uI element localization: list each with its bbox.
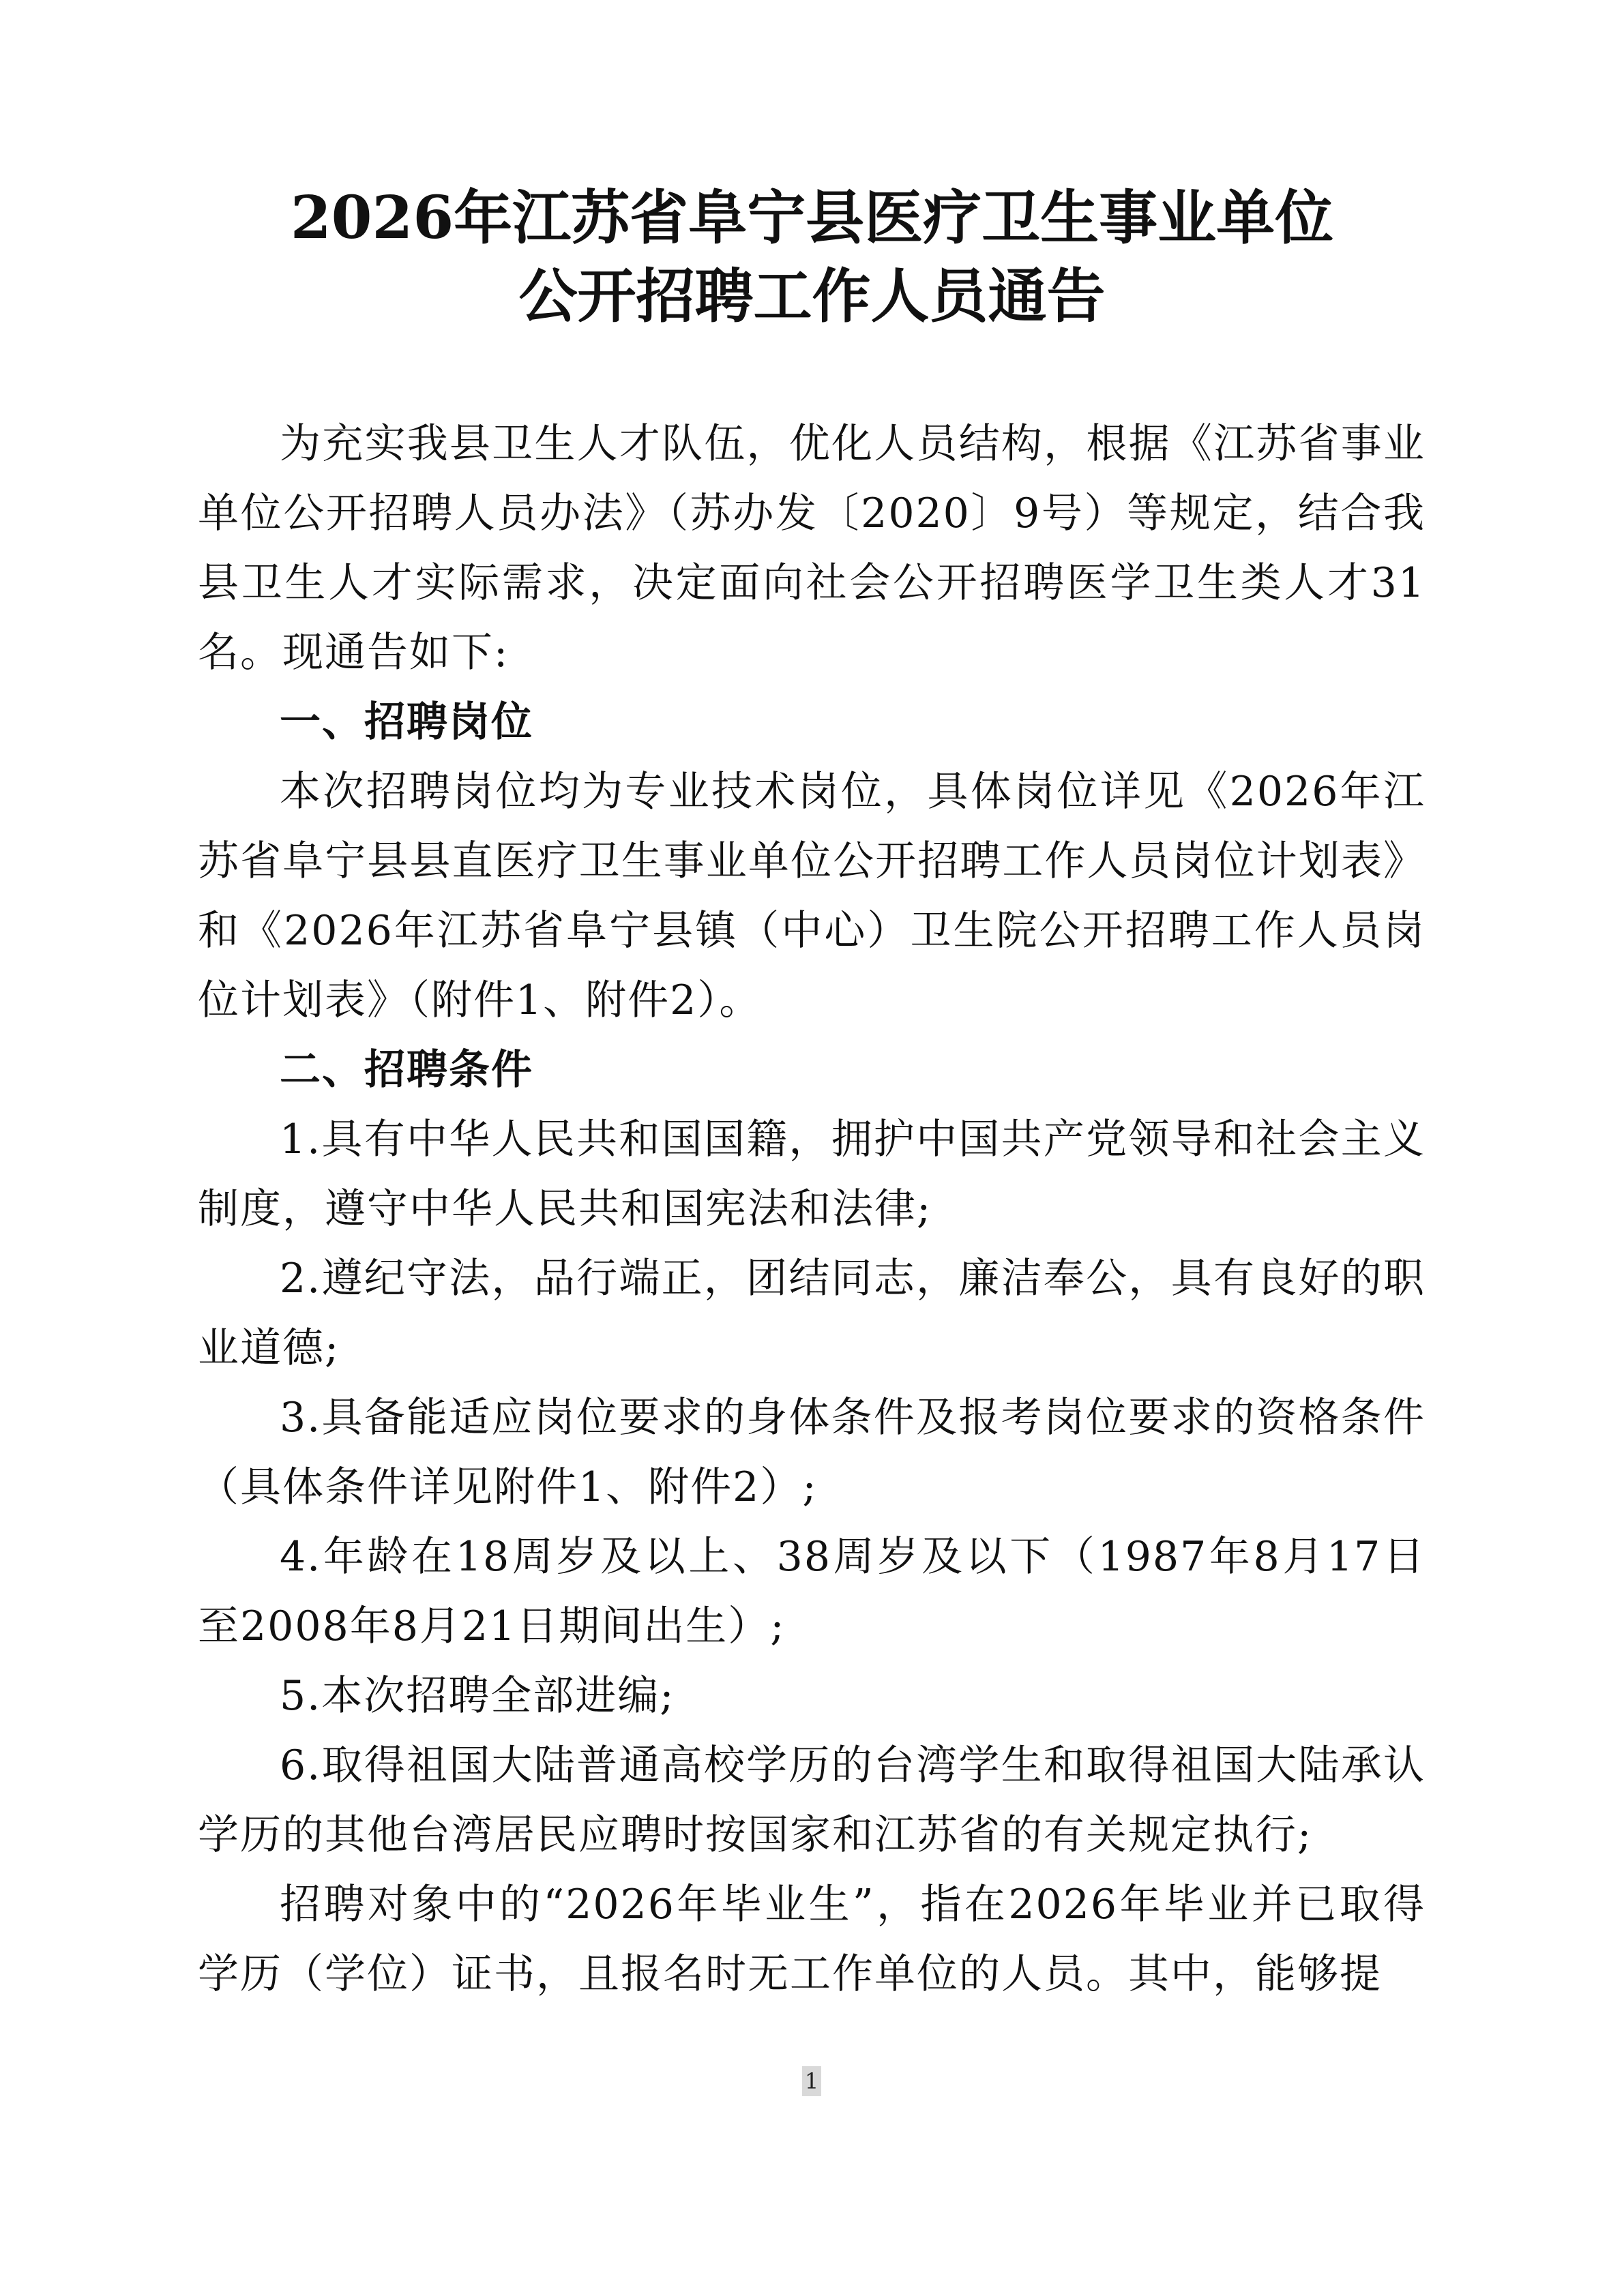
section-heading-conditions: 二、招聘条件 [280, 1046, 533, 1094]
condition-item-2: 2.遵纪守法，品行端正，团结同志，廉洁奉公，具有良好的职业道德; [198, 1255, 1426, 1372]
condition-item-1: 1.具有中华人民共和国国籍，拥护中国共产党领导和社会主义制度，遵守中华人民共和国宪法和法律; [198, 1116, 1426, 1233]
condition-item-5: 5.本次招聘全部进编; [280, 1672, 675, 1720]
document-body [198, 409, 1426, 2009]
condition-item-3: 3.具备能适应岗位要求的身体条件及报考岗位要求的资格条件（具体条件详见附件1、附件2）; [198, 1394, 1426, 1511]
condition-item-4: 4.年龄在18周岁及以上、38周岁及以下（1987年8月17日至2008年8月21日期间出生）; [198, 1533, 1426, 1650]
page-number: 1 [802, 2066, 821, 2096]
intro-paragraph: 为充实我县卫生人才队伍，优化人员结构，根据《江苏省事业单位公开招聘人员办法》（苏办发〔2020〕9号）等规定，结合我县卫生人才实际需求，决定面向社会公开招聘医学卫生类人才31名。现通告如下: [198, 420, 1426, 676]
graduate-note-paragraph: 招聘对象中的“2026年毕业生”，指在2026年毕业并已取得学历（学位）证书，且报名时无工作单位的人员。其中，能够提 [198, 1881, 1426, 1998]
positions-paragraph: 本次招聘岗位均为专业技术岗位，具体岗位详见《2026年江苏省阜宁县县直医疗卫生事业单位公开招聘工作人员岗位计划表》和《2026年江苏省阜宁县镇（中心）卫生院公开招聘工作人员岗位计划表》（附件1、附件2）。 [198, 768, 1426, 1024]
section-heading-positions: 一、招聘岗位 [280, 698, 533, 746]
condition-item-6: 6.取得祖国大陆普通高校学历的台湾学生和取得祖国大陆承认学历的其他台湾居民应聘时按国家和江苏省的有关规定执行; [198, 1742, 1426, 1859]
document-title-line-1: 2026年江苏省阜宁县医疗卫生事业单位 [290, 183, 1334, 252]
document-title-line-2: 公开招聘工作人员通告 [518, 262, 1106, 331]
